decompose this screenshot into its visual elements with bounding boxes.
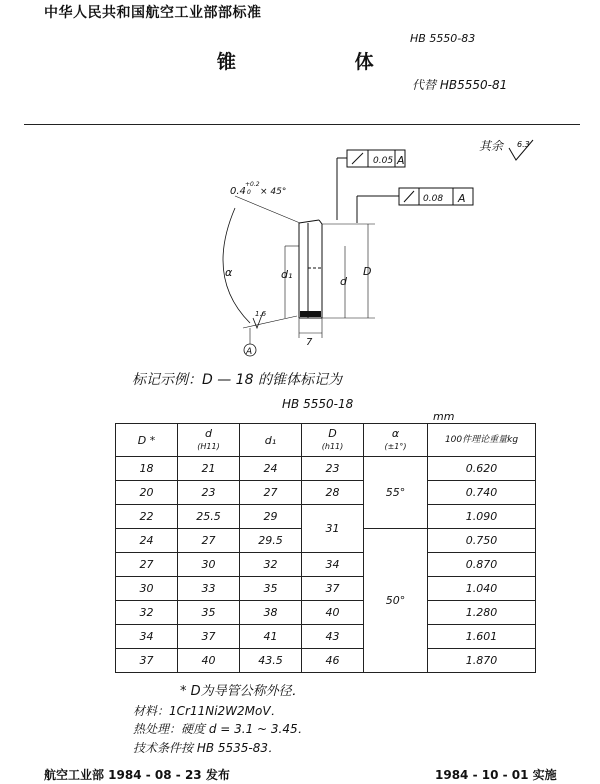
note-technical-conditions: 技术条件按 HB 5535-83． — [133, 741, 281, 755]
dim-d1: d₁ — [281, 268, 293, 281]
table-cell: 28 — [302, 481, 364, 505]
table-cell: 0.870 — [428, 553, 536, 577]
table-cell: 21 — [178, 457, 240, 481]
table-cell: 25.5 — [178, 505, 240, 529]
header-d: d (H11) — [178, 424, 240, 457]
roughness-label: 其余 — [479, 139, 504, 153]
table-cell: 35 — [240, 577, 302, 601]
standard-code: HB 5550-83 — [410, 32, 476, 45]
table-cell: 35 — [178, 601, 240, 625]
table-cell: 29 — [240, 505, 302, 529]
table-cell: 24 — [116, 529, 178, 553]
footer-issued: 航空工业部 1984 - 08 - 23 发布 — [44, 768, 230, 782]
runout-icon — [352, 153, 363, 164]
table-cell: 32 — [240, 553, 302, 577]
table-cell: 34 — [302, 553, 364, 577]
table-cell: 38 — [240, 601, 302, 625]
table-cell: 1.870 — [428, 649, 536, 673]
table-cell: 1.601 — [428, 625, 536, 649]
roughness-value: 6.3 — [516, 140, 530, 149]
table-cell: 1.090 — [428, 505, 536, 529]
footer-effective: 1984 - 10 - 01 实施 — [435, 768, 557, 782]
tol-1-datum: A — [397, 154, 405, 167]
table-cell: 40 — [178, 649, 240, 673]
table-row — [116, 577, 536, 601]
marking-code: HB 5550-18 — [282, 397, 354, 411]
header-d1: d₁ — [240, 424, 302, 457]
alpha-group-2: 50° — [364, 529, 428, 673]
surface-mark: 1.6 — [255, 310, 267, 318]
tol-2-value: 0.08 — [423, 194, 444, 204]
technical-drawing — [205, 128, 545, 363]
dim-D: D — [363, 265, 372, 278]
table-cell: 46 — [302, 649, 364, 673]
dimension-table — [115, 423, 536, 673]
table-row — [116, 625, 536, 649]
table-cell: 29.5 — [240, 529, 302, 553]
table-cell: 32 — [116, 601, 178, 625]
header-D: D * — [116, 424, 178, 457]
table-unit: mm — [433, 410, 455, 423]
chamfer-tol-upper: +0.2 — [245, 181, 260, 188]
table-cell: 0.620 — [428, 457, 536, 481]
dim-d: d — [340, 275, 347, 288]
issuing-organization: 中华人民共和国航空工业部部标准 — [44, 5, 262, 21]
chamfer-angle: × 45° — [260, 187, 287, 197]
header-alpha: α (±1°) — [364, 424, 428, 457]
table-cell: 34 — [116, 625, 178, 649]
tol-2-datum: A — [458, 192, 466, 205]
table-cell: 43.5 — [240, 649, 302, 673]
chamfer-tol-lower: 0 — [247, 189, 251, 196]
header-weight: 100件理论重量kg — [428, 424, 536, 457]
document-title: 锥 体 — [217, 51, 430, 73]
note-material: 材料：1Cr11Ni2W2MoV． — [133, 704, 283, 718]
footnote-star: * D为导管公称外径． — [180, 684, 305, 699]
table-row — [116, 553, 536, 577]
table-cell: 23 — [178, 481, 240, 505]
dim-alpha: α — [225, 266, 233, 279]
table-cell: 1.040 — [428, 577, 536, 601]
table-row — [116, 649, 536, 673]
table-cell: 18 — [116, 457, 178, 481]
chamfer-section — [300, 311, 321, 317]
table-cell: 30 — [178, 553, 240, 577]
marking-example: 标记示例：D — 18 的锥体标记为 — [132, 372, 342, 388]
table-cell: 22 — [116, 505, 178, 529]
table-cell: 41 — [240, 625, 302, 649]
table-cell: 37 — [116, 649, 178, 673]
table-cell: 20 — [116, 481, 178, 505]
table-header-row — [116, 424, 536, 457]
table-row — [116, 601, 536, 625]
table-cell: 0.750 — [428, 529, 536, 553]
table-cell: 40 — [302, 601, 364, 625]
merged-D-cell: 31 — [302, 505, 364, 553]
note-heat-treatment: 热处理：硬度 d = 3.1 ~ 3.45． — [133, 722, 310, 736]
replaces-standard: 代替 HB5550-81 — [412, 78, 508, 92]
table-cell: 23 — [302, 457, 364, 481]
table-cell: 24 — [240, 457, 302, 481]
tol-1-value: 0.05 — [373, 156, 394, 166]
table-cell: 27 — [178, 529, 240, 553]
table-row — [116, 457, 536, 481]
table-cell: 37 — [302, 577, 364, 601]
table-cell: 0.740 — [428, 481, 536, 505]
table-cell: 27 — [116, 553, 178, 577]
header-divider — [24, 124, 580, 125]
dim-width: 7 — [306, 337, 313, 348]
datum-label: A — [246, 347, 253, 357]
table-cell: 43 — [302, 625, 364, 649]
table-row — [116, 481, 536, 505]
table-cell: 1.280 — [428, 601, 536, 625]
table-row — [116, 505, 536, 529]
table-cell: 30 — [116, 577, 178, 601]
runout-icon — [404, 191, 414, 202]
table-cell: 27 — [240, 481, 302, 505]
chamfer-value: 0.4 — [230, 186, 246, 197]
header-D-h11: D (h11) — [302, 424, 364, 457]
alpha-group-1: 55° — [364, 457, 428, 529]
table-cell: 37 — [178, 625, 240, 649]
table-cell: 33 — [178, 577, 240, 601]
